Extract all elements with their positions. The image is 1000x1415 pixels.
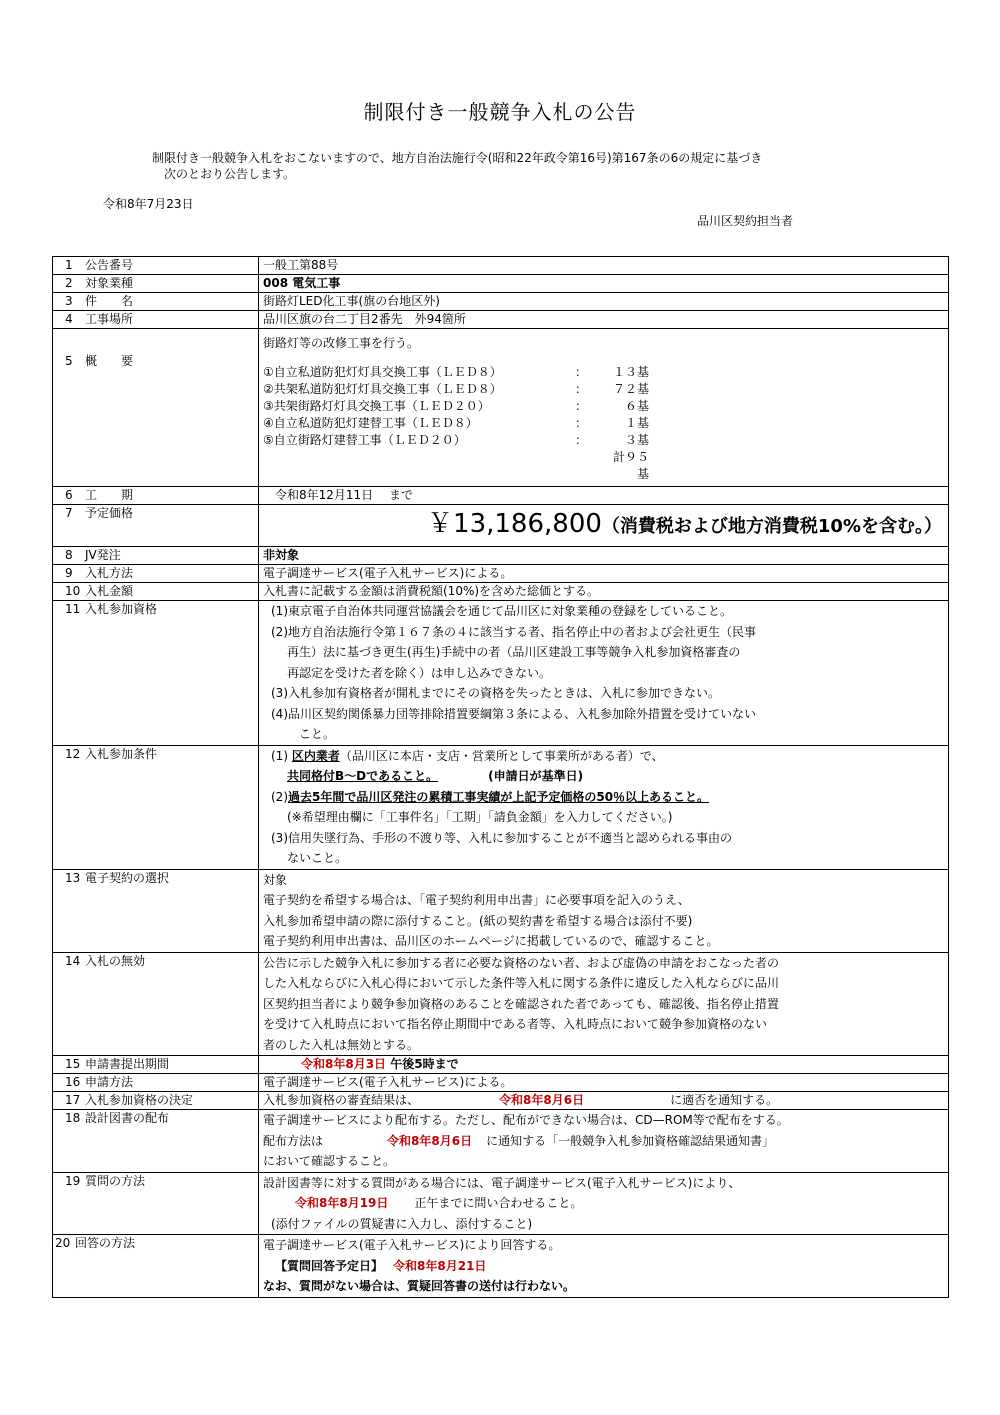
table-row — [53, 1110, 949, 1173]
text-line: 再認定を受けた者を除く）は申し込みできない。 — [287, 665, 552, 680]
tax-note: （消費税および地方消費税10%を含む。） — [601, 516, 942, 537]
row-label: 設計図書の配布 — [85, 1111, 170, 1125]
row-number: 13 — [65, 870, 81, 885]
text-line: 設計図書等に対する質問がある場合には、電子調達サービス(電子入札サービス)により、 — [263, 1175, 741, 1190]
overview-intro: 街路灯等の改修工事を行う。 — [263, 336, 420, 350]
list-item: ④自立私道防犯灯建替工事（ＬＥＤ８） ： １基 — [263, 416, 649, 430]
text-line: 入札参加希望申請の際に添付すること。(紙の契約書を希望する場合は添付不要) — [263, 913, 693, 928]
work-item-list — [263, 364, 944, 483]
table-row — [53, 583, 949, 601]
text-line: 令和8年8月19日 正午までに問い合わせること。 — [295, 1196, 583, 1210]
row-value — [259, 745, 949, 869]
row-value: 008 電気工事 — [259, 275, 949, 293]
row-number: 14 — [65, 953, 81, 968]
text-line: (3)入札参加有資格者が開札までにその資格を失ったときは、入札に参加できない。 — [271, 686, 721, 700]
row-label: 工 期 — [85, 488, 134, 502]
row-value: 街路灯LED化工事(旗の台地区外) — [259, 293, 949, 311]
row-key — [53, 952, 259, 1056]
text-line: (2)地方自治法施行令第１６７条の４に該当する者、指名停止中の者および会社更生（民事 — [271, 624, 757, 639]
text-line: を受けて入札時点において指名停止期間中である者等、入札時点において競争参加資格のない — [263, 1017, 768, 1031]
row-number: 16 — [65, 1075, 81, 1089]
text-line: 【質問回答予定日】 令和8年8月21日 — [275, 1258, 487, 1273]
table-row — [53, 952, 949, 1056]
row-label: 入札金額 — [85, 584, 134, 598]
row-label: 対象業種 — [85, 276, 134, 290]
issuer: 品川区契約担当者 — [697, 214, 794, 228]
row-number: 12 — [65, 746, 81, 761]
text-line: 電子調達サービス(電子入札サービス)により回答する。 — [263, 1238, 561, 1252]
row-number: 1 — [65, 258, 73, 272]
row-value: 電子調達サービス(電子入札サービス)による。 — [259, 565, 949, 583]
row-number: 11 — [65, 602, 81, 616]
row-value — [259, 1110, 949, 1173]
row-value — [259, 1172, 949, 1235]
text-line: において確認すること。 — [263, 1154, 396, 1168]
text-line: 区契約担当者により競争参加資格のあることを確認された者であっても、確認後、指名停止措置 — [263, 996, 779, 1011]
row-key — [53, 547, 259, 565]
text-line: (添付ファイルの質疑書に入力し、添付すること) — [271, 1216, 533, 1231]
local-company-term: 区内業者 — [291, 748, 340, 763]
row-value: 電子調達サービス(電子入札サービス)による。 — [259, 1074, 949, 1092]
row-key — [53, 329, 259, 487]
planned-price: ￥13,186,800 — [427, 509, 602, 539]
text-line: (1) 区内業者（品川区に本店・支店・営業所として事業所がある者）で、 — [271, 748, 664, 763]
row-number: 4 — [65, 312, 73, 326]
row-key — [53, 487, 259, 505]
intro-line-1: 制限付き一般競争入札をおこないますので、地方自治法施行令(昭和22年政令第16号)第167条の6の規定に基づき — [152, 151, 763, 165]
row-value: 令和8年8月3日 午後5時まで — [259, 1056, 949, 1074]
row-value — [259, 1235, 949, 1298]
table-row — [53, 487, 949, 505]
text-line: こと。 — [299, 727, 336, 741]
row-number: 19 — [65, 1173, 81, 1188]
row-value: 入札書に記載する金額は消費税額(10%)を含めた総価とする。 — [259, 583, 949, 601]
row-value: 令和8年12月11日 まで — [259, 487, 949, 505]
table-row — [53, 1056, 949, 1074]
text-line: 再生）法に基づき更生(再生)手続中の者（品川区建設工事等競争入札参加資格審査の — [287, 645, 741, 659]
table-row — [53, 1092, 949, 1110]
row-label: 件 名 — [85, 294, 134, 308]
row-label: 工事場所 — [85, 312, 134, 326]
row-key — [53, 505, 259, 547]
row-label: 申請方法 — [85, 1075, 134, 1089]
row-key — [53, 583, 259, 601]
notice-date: 令和8年7月23日 — [103, 197, 194, 211]
row-label: 入札方法 — [85, 566, 134, 580]
row-number: 2 — [65, 276, 73, 290]
text-line: 電子調達サービスにより配布する。ただし、配布ができない場合は、CD—ROM等で配布をする。 — [263, 1113, 789, 1127]
row-number: 9 — [65, 566, 73, 580]
row-label: 入札参加資格の決定 — [85, 1093, 194, 1107]
row-label: 申請書提出期間 — [85, 1057, 170, 1071]
row-label: 入札の無効 — [85, 953, 146, 968]
list-item: ②共架私道防犯灯灯具交換工事（ＬＥＤ８） ： ７２基 — [263, 382, 649, 396]
row-key — [53, 745, 259, 869]
row-number: 8 — [65, 548, 73, 562]
row-key — [53, 1092, 259, 1110]
row-key — [53, 1056, 259, 1074]
row-label: JV発注 — [85, 548, 121, 562]
row-key — [53, 1235, 259, 1298]
table-row — [53, 869, 949, 952]
text-line: 者のした入札は無効とする。 — [263, 1037, 420, 1052]
row-number: 3 — [65, 294, 73, 308]
row-number: 18 — [65, 1111, 81, 1125]
row-key — [53, 1110, 259, 1173]
row-label: 概 要 — [85, 354, 134, 368]
table-row — [53, 565, 949, 583]
decision-date: 令和8年8月6日 — [499, 1093, 585, 1107]
list-item: ⑤自立街路灯建替工事（ＬＥＤ２０） ： ３基 — [263, 433, 649, 447]
text-line: 対象 — [263, 872, 288, 887]
table-row — [53, 1235, 949, 1298]
text-line: 配布方法は 令和8年8月6日 に通知する「一般競争入札参加資格確認結果通知書」 — [263, 1133, 775, 1148]
row-value — [259, 601, 949, 746]
list-item: ①自立私道防犯灯灯具交換工事（ＬＥＤ８） ： １３基 — [263, 365, 649, 379]
row-label: 電子契約の選択 — [85, 870, 170, 885]
row-number: 5 — [65, 354, 73, 368]
row-key — [53, 275, 259, 293]
text-line: (3)信用失墜行為、手形の不渡り等、入札に参加することが不適当と認められる事由の — [271, 830, 733, 845]
table-row — [53, 601, 949, 746]
notice-table — [52, 256, 949, 1298]
text-line: 電子契約を希望する場合は、「電子契約利用申出書」に必要事項を記入のうえ、 — [263, 893, 690, 907]
table-row — [53, 505, 949, 547]
table-row — [53, 257, 949, 275]
total-count: 計９５基 — [612, 450, 649, 481]
row-value — [259, 952, 949, 1056]
list-item — [263, 449, 944, 483]
row-label: 入札参加条件 — [85, 746, 158, 761]
row-key — [53, 311, 259, 329]
row-number: 17 — [65, 1093, 81, 1107]
list-item: ③共架街路灯灯具交換工事（ＬＥＤ２０） ： ６基 — [263, 399, 649, 413]
row-label: 入札参加資格 — [85, 602, 158, 616]
table-row — [53, 311, 949, 329]
table-row — [53, 1172, 949, 1235]
row-number: 7 — [65, 506, 73, 520]
row-value: 非対象 — [259, 547, 949, 565]
row-key — [53, 1172, 259, 1235]
text-line: (4)品川区契約関係暴力団等排除措置要綱第３条による、入札参加除外措置を受けていない — [271, 706, 757, 721]
row-label: 質問の方法 — [85, 1173, 146, 1188]
row-value: 一般工第88号 — [259, 257, 949, 275]
text-line: 電子契約利用申出書は、品川区のホームページに掲載しているので、確認すること。 — [263, 934, 719, 948]
table-row — [53, 745, 949, 869]
text-line: なお、質問がない場合は、質疑回答書の送付は行わない。 — [263, 1279, 576, 1293]
table-row — [53, 329, 949, 487]
row-key — [53, 257, 259, 275]
table-row — [53, 547, 949, 565]
text-line: (2)過去5年間で品川区発注の累積工事実績が上記予定価格の50％以上あること。 — [271, 789, 710, 804]
text-line: した入札ならびに入札心得において示した条件等入札に関する条件に違反した入札ならびに品川 — [263, 976, 780, 990]
table-row — [53, 293, 949, 311]
text-line: 公告に示した競争入札に参加する者に必要な資格のない者、および虚偽の申請をおこなった者の — [263, 955, 780, 970]
row-number: 10 — [65, 584, 81, 598]
row-key — [53, 869, 259, 952]
table-row — [53, 275, 949, 293]
row-value — [259, 505, 949, 547]
row-number: 6 — [65, 488, 73, 502]
row-key — [53, 293, 259, 311]
row-key — [53, 601, 259, 746]
row-label: 公告番号 — [85, 258, 134, 272]
row-key — [53, 1074, 259, 1092]
intro-text — [152, 150, 762, 182]
row-number: 20 — [55, 1236, 71, 1250]
row-value: 品川区旗の台二丁目2番先 外94箇所 — [259, 311, 949, 329]
row-label: 予定価格 — [85, 506, 134, 520]
text-line: (1)東京電子自治体共同運営協議会を通じて品川区に対象業種の登録をしていること。 — [271, 604, 733, 618]
text-line: (※希望理由欄に「工事件名」「工期」「請負金額」を入力してください。) — [287, 810, 673, 824]
page-title: 制限付き一般競争入札の公告 — [363, 100, 637, 124]
text-line: 共同格付B～Dであること。 (申請日が基準日) — [287, 769, 584, 783]
deadline-date: 令和8年8月3日 — [301, 1057, 387, 1071]
table-row — [53, 1074, 949, 1092]
row-value — [259, 329, 949, 487]
row-label: 回答の方法 — [75, 1236, 136, 1250]
row-number: 15 — [65, 1057, 81, 1071]
row-value — [259, 869, 949, 952]
text-line: ないこと。 — [287, 851, 348, 865]
row-value: 入札参加資格の審査結果は、 令和8年8月6日 に適否を通知する。 — [259, 1092, 949, 1110]
row-key — [53, 565, 259, 583]
intro-line-2: 次のとおり公告します。 — [164, 167, 296, 181]
